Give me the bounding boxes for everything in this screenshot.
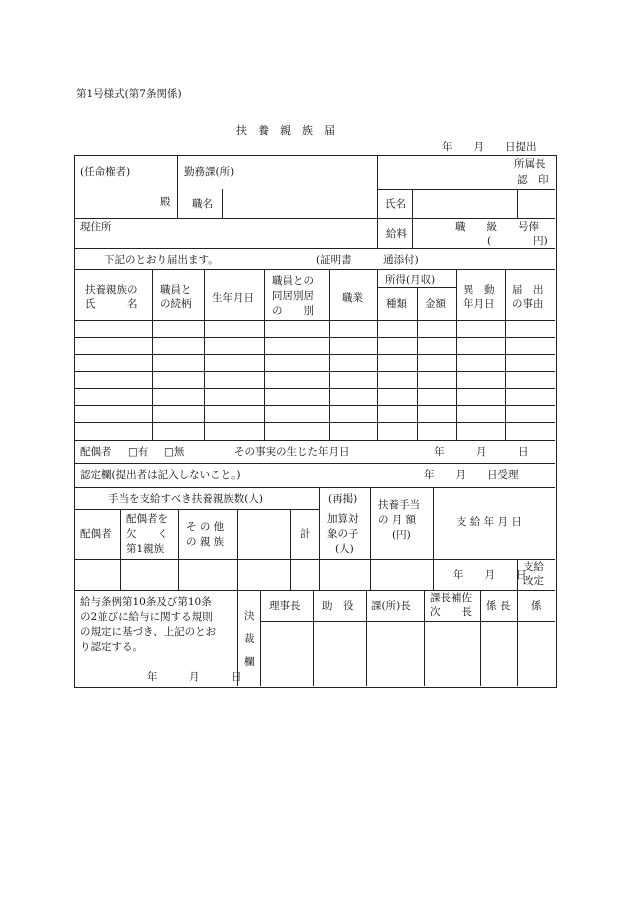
col-change-date-2: 年月日	[463, 298, 495, 310]
col-birth: 生年月日	[212, 292, 254, 304]
other-relatives-2: の 親 族	[186, 536, 225, 548]
spouse-count-label: 配偶者	[80, 528, 112, 540]
spouse-label: 配偶者	[80, 446, 112, 458]
role-section-chief: 課(所)長	[371, 600, 411, 612]
dept-head-seal: 認 印	[517, 174, 549, 186]
monthly-amount-1: 扶養手当	[378, 499, 420, 511]
col-change-date-1: 異 動	[463, 284, 495, 296]
col-reason-2: の事由	[512, 298, 544, 310]
role-chairman: 理事長	[269, 600, 301, 612]
spouse-none-1: 配偶者を	[126, 513, 168, 525]
decision-date: 年 月 日	[147, 671, 242, 683]
col-reason-1: 届 出	[512, 284, 544, 296]
grade-label: 職 級 号俸	[455, 221, 539, 233]
restated-label: (再掲)	[328, 493, 358, 505]
role-assistant-chief-2: 次 長	[430, 606, 472, 618]
form-number: 第1号様式(第7条関係)	[76, 88, 182, 100]
spouse-none-2: 欠 く	[126, 528, 168, 540]
pay-revise-2: 改定	[523, 575, 544, 587]
col-relation-1: 職員と	[160, 284, 192, 296]
job-title-label: 職名	[192, 198, 213, 210]
certificate-text: (証明書 通添付)	[316, 254, 419, 266]
monthly-amount-3: (円)	[392, 529, 411, 541]
approval-label: 認定欄(提出者は記入しないこと。)	[80, 469, 241, 481]
role-staff: 係	[531, 600, 542, 612]
col-name-2: 氏 名	[85, 298, 138, 310]
received-date: 年 月 日受理	[424, 469, 519, 481]
monthly-amount-2: の 月 額	[378, 514, 417, 526]
decision-text-2: の2並びに給与に関する規則	[80, 611, 213, 623]
kessai-1: 決	[244, 610, 255, 622]
decision-text-1: 給与条例第10条及び第10条	[80, 596, 212, 608]
decision-text-3: の規定に基づき、上記のとお	[80, 626, 217, 638]
spouse-no-checkbox[interactable]: □無	[164, 446, 185, 458]
pay-date: 年 月 日	[453, 569, 527, 581]
spouse-none-3: 第1親族	[126, 543, 165, 555]
kessai-3: 欄	[244, 656, 255, 668]
col-occupation: 職業	[342, 292, 363, 304]
salary-label: 給料	[386, 228, 407, 240]
role-deputy: 助 役	[322, 600, 354, 612]
col-cohabit-3: の 別	[272, 305, 314, 317]
other-relatives-1: そ の 他	[186, 521, 225, 533]
role-subsection-chief: 係 長	[486, 600, 511, 612]
role-assistant-chief-1: 課長補佐	[430, 592, 472, 604]
extra-child-1: 加算対	[327, 513, 359, 525]
col-cohabit-1: 職員との	[272, 275, 314, 287]
pay-revise-1: 支給	[523, 561, 544, 573]
extra-child-2: 象の子	[327, 528, 359, 540]
pay-start-label: 支 給 年 月 日	[456, 516, 522, 528]
fact-date: 年 月 日	[434, 446, 529, 458]
kessai-2: 裁	[244, 633, 255, 645]
spouse-yes-checkbox[interactable]: □有	[128, 446, 149, 458]
department-label: 勤務課(所)	[184, 166, 235, 178]
col-name-1: 扶養親族の	[85, 284, 138, 296]
col-cohabit-2: 同居別居	[272, 290, 314, 302]
col-income: 所得(月収)	[385, 274, 436, 286]
address-label: 現住所	[80, 221, 112, 233]
col-income-type: 種類	[386, 298, 407, 310]
col-income-amount: 金額	[425, 298, 446, 310]
dept-head-label: 所属長	[514, 158, 546, 170]
page-title: 扶 養 親 族 届	[236, 124, 335, 137]
col-relation-2: の続柄	[160, 298, 192, 310]
total-label: 計	[300, 528, 311, 540]
dono-label: 殿	[160, 196, 171, 208]
extra-child-3: (人)	[335, 543, 354, 555]
submit-date: 年 月 日提出	[442, 141, 537, 153]
appointer-label: (任命権者)	[80, 166, 131, 178]
yen-label: ( 円)	[487, 235, 548, 247]
name-label: 氏名	[385, 198, 406, 210]
count-header: 手当を支給すべき扶養親族数(人)	[108, 493, 263, 505]
notice-text: 下記のとおり届出ます。	[104, 254, 219, 266]
fact-date-label: その事実の生じた年月日	[234, 446, 350, 458]
decision-text-4: り認定する。	[80, 641, 143, 653]
